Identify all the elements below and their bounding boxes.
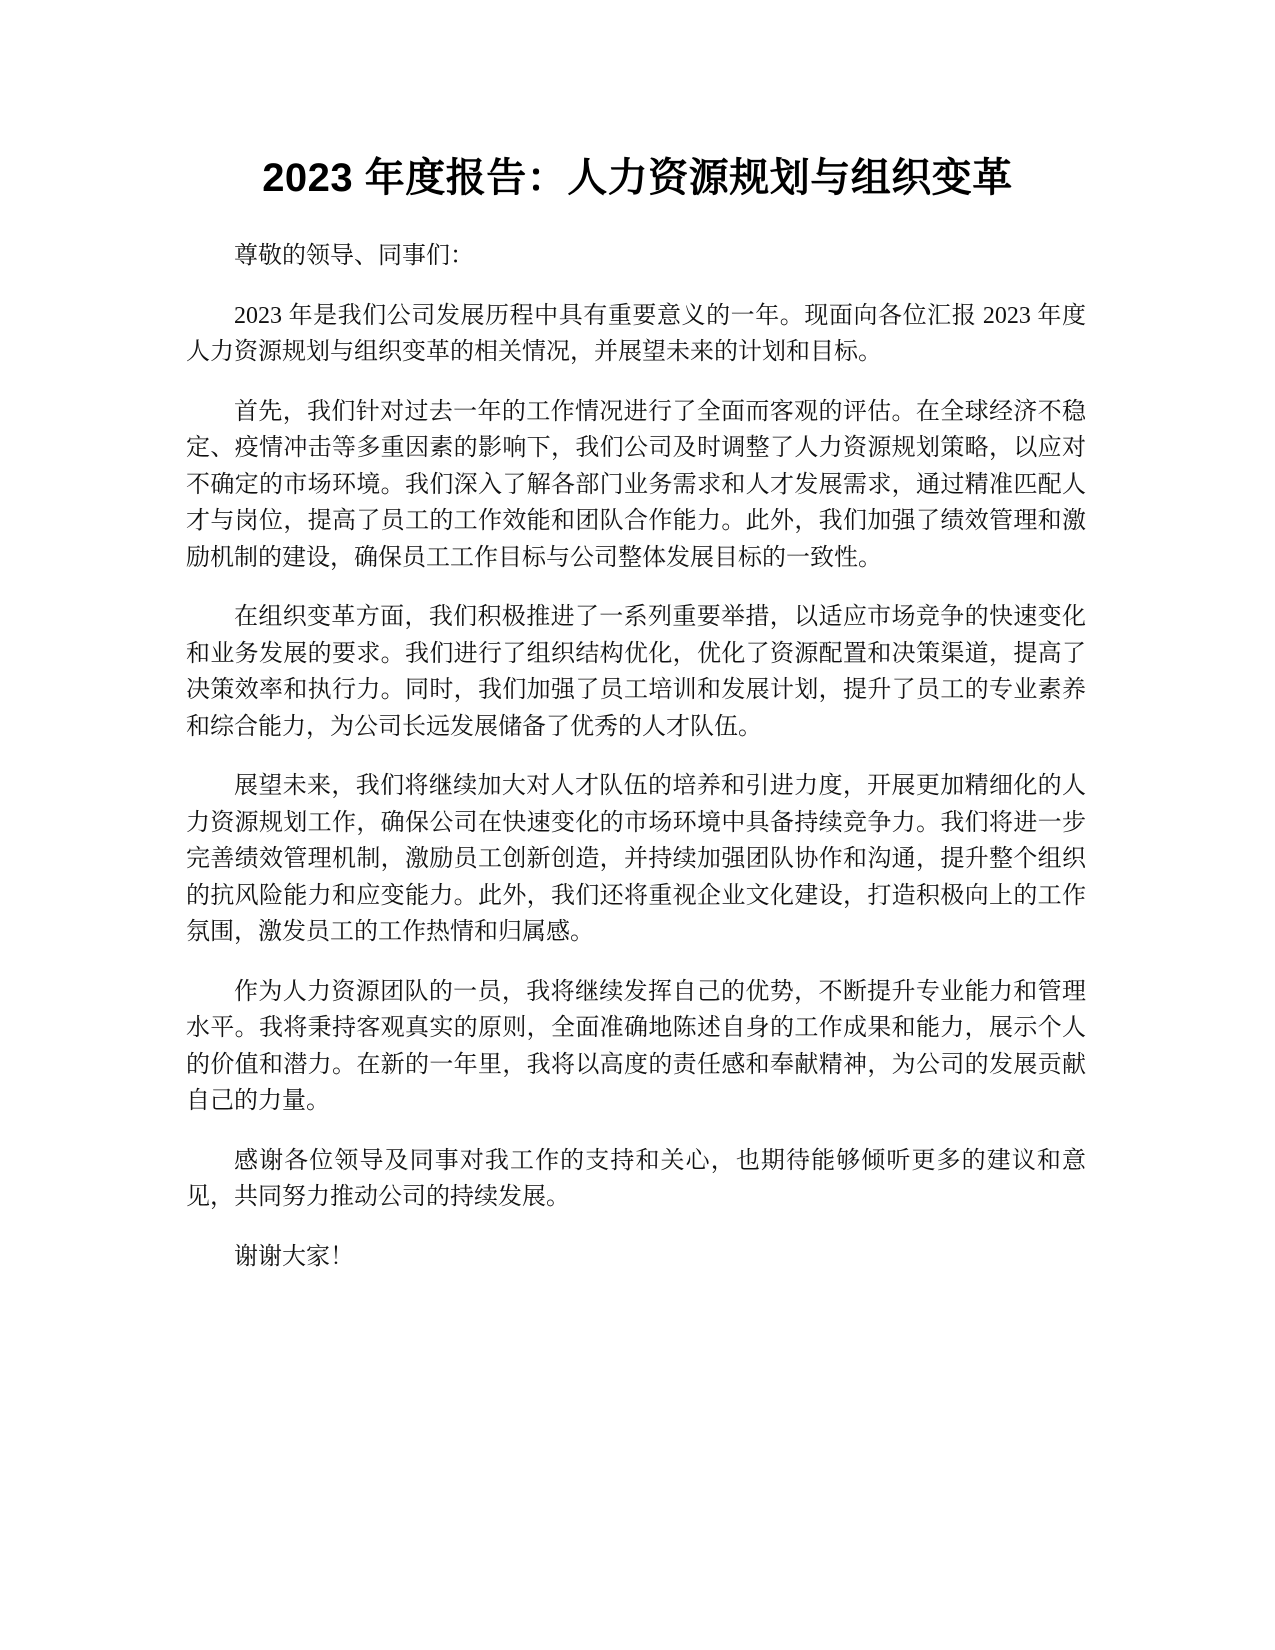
paragraph-personal: 作为人力资源团队的一员，我将继续发挥自己的优势，不断提升专业能力和管理水平。我将秉持客观真实的原则，全面准确地陈述自身的工作成果和能力，展示个人的价值和潜力。在新的一年里，我将以高度的责任感和奉献精神，为公司的发展贡献自己的力量。 [186, 978, 1086, 1114]
paragraph-outlook: 展望未来，我们将继续加大对人才队伍的培养和引进力度，开展更加精细化的人力资源规划工作，确保公司在快速变化的市场环境中具备持续竞争力。我们将进一步完善绩效管理机制，激励员工创新创造，并持续加强团队协作和沟通，提升整个组织的抗风险能力和应变能力。此外，我们还将重视企业文化建设，打造积极向上的工作氛围，激发员工的工作热情和归属感。 [186, 773, 1086, 945]
document-body [186, 238, 1086, 1298]
document-title: 2023 年度报告：人力资源规划与组织变革 [262, 156, 1013, 200]
paragraph-review: 首先，我们针对过去一年的工作情况进行了全面而客观的评估。在全球经济不稳定、疫情冲击等多重因素的影响下，我们公司及时调整了人力资源规划策略，以应对不确定的市场环境。我们深入了解各部门业务需求和人才发展需求，通过精准匹配人才与岗位，提高了员工的工作效能和团队合作能力。此外，我们加强了绩效管理和激励机制的建设，确保员工工作目标与公司整体发展目标的一致性。 [186, 398, 1086, 571]
paragraph-org-change: 在组织变革方面，我们积极推进了一系列重要举措，以适应市场竞争的快速变化和业务发展的要求。我们进行了组织结构优化，优化了资源配置和决策渠道，提高了决策效率和执行力。同时，我们加强了员工培训和发展计划，提升了员工的专业素养和综合能力，为公司长远发展储备了优秀的人才队伍。 [186, 604, 1086, 740]
paragraph-intro: 2023 年是我们公司发展历程中具有重要意义的一年。现面向各位汇报 2023 年度人力资源规划与组织变革的相关情况，并展望未来的计划和目标。 [186, 302, 1086, 365]
paragraph-thanks: 感谢各位领导及同事对我工作的支持和关心，也期待能够倾听更多的建议和意见，共同努力推动公司的持续发展。 [186, 1147, 1086, 1210]
salutation: 尊敬的领导、同事们： [234, 243, 474, 269]
closing: 谢谢大家！ [234, 1243, 354, 1270]
